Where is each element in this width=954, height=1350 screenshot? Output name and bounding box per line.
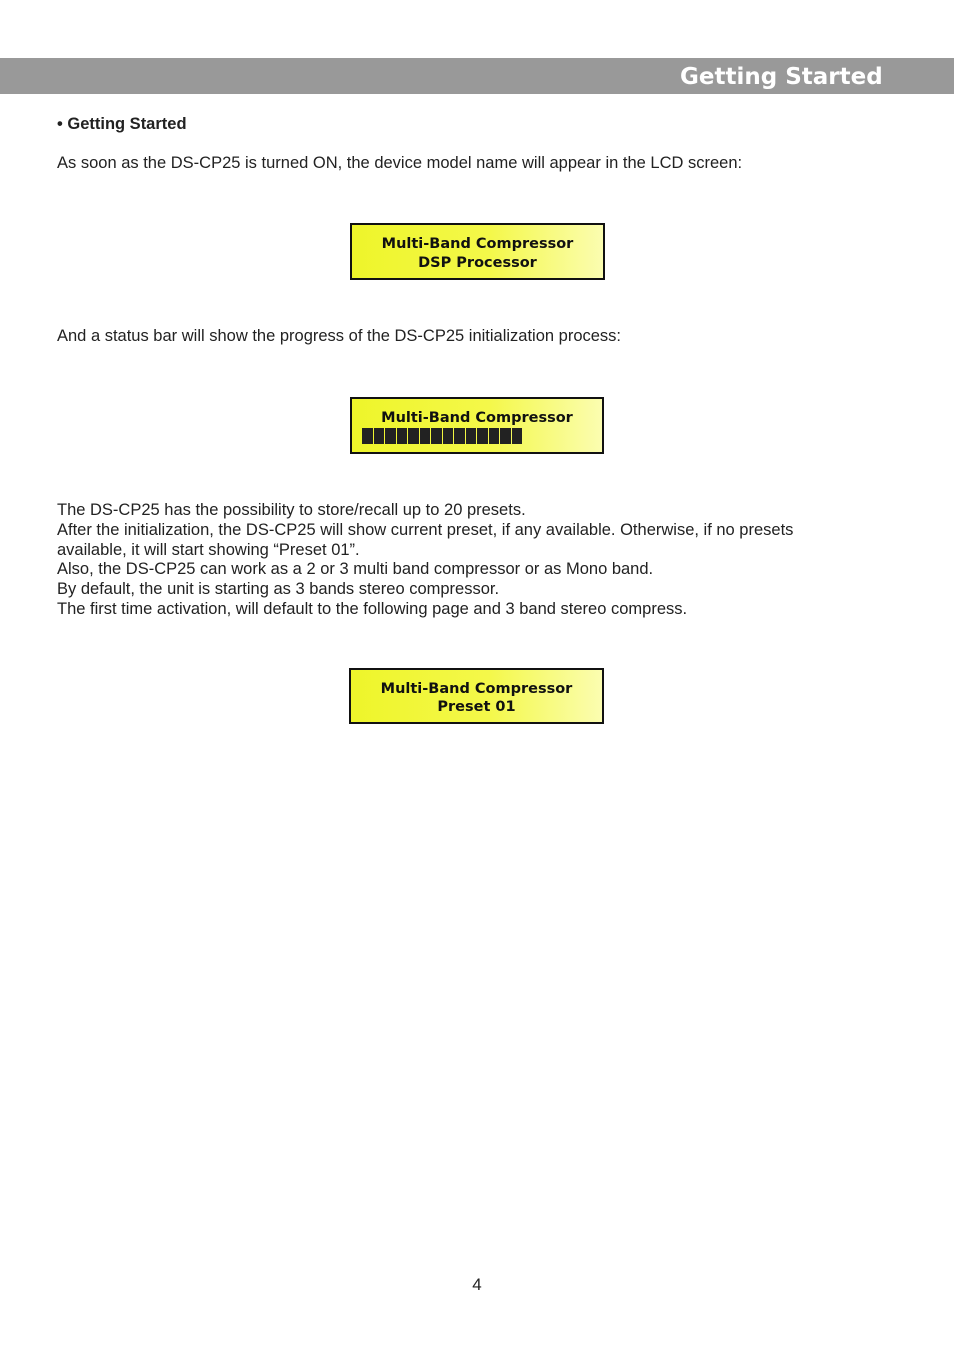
section-heading: • Getting Started — [57, 115, 187, 133]
lcd-line-1: Multi-Band Compressor — [381, 410, 573, 426]
progress-block — [431, 428, 442, 444]
progress-block — [489, 428, 500, 444]
lcd-screen-progress — [350, 397, 604, 454]
lcd-line-2: DSP Processor — [418, 255, 537, 271]
initialization-progress-bar — [362, 428, 522, 444]
lcd-line-1: Multi-Band Compressor — [381, 236, 574, 252]
progress-block — [408, 428, 419, 444]
presets-line-1: The DS-CP25 has the possibility to store/recall up to 20 presets. — [57, 501, 526, 519]
presets-line-3: available, it will start showing “Preset 01”. — [57, 541, 360, 559]
progress-block — [385, 428, 396, 444]
progress-block — [397, 428, 408, 444]
lcd-line-2: Preset 01 — [437, 699, 516, 715]
progress-block — [362, 428, 373, 444]
progress-block — [466, 428, 477, 444]
page-title: Getting Started — [680, 64, 883, 90]
presets-line-4: Also, the DS-CP25 can work as a 2 or 3 multi band compressor or as Mono band. — [57, 560, 654, 578]
lcd-line-1: Multi-Band Compressor — [380, 681, 573, 697]
presets-line-6: The first time activation, will default to the following page and 3 band stereo compress. — [57, 600, 688, 618]
progress-block — [374, 428, 385, 444]
progress-block — [500, 428, 511, 444]
header-bar — [0, 58, 954, 94]
page-number: 4 — [472, 1275, 482, 1294]
progress-block — [443, 428, 454, 444]
lcd-screen-model-name — [350, 223, 605, 280]
progress-block — [512, 428, 523, 444]
progress-block — [477, 428, 488, 444]
progress-block — [454, 428, 465, 444]
presets-line-2: After the initialization, the DS-CP25 will show current preset, if any available. Otherwise, if no presets — [57, 521, 794, 539]
presets-line-5: By default, the unit is starting as 3 bands stereo compressor. — [57, 580, 500, 598]
intro-paragraph: As soon as the DS-CP25 is turned ON, the device model name will appear in the LCD screen: — [57, 154, 743, 172]
status-paragraph: And a status bar will show the progress of the DS-CP25 initialization process: — [57, 327, 622, 345]
progress-block — [420, 428, 431, 444]
lcd-screen-preset — [349, 668, 604, 724]
